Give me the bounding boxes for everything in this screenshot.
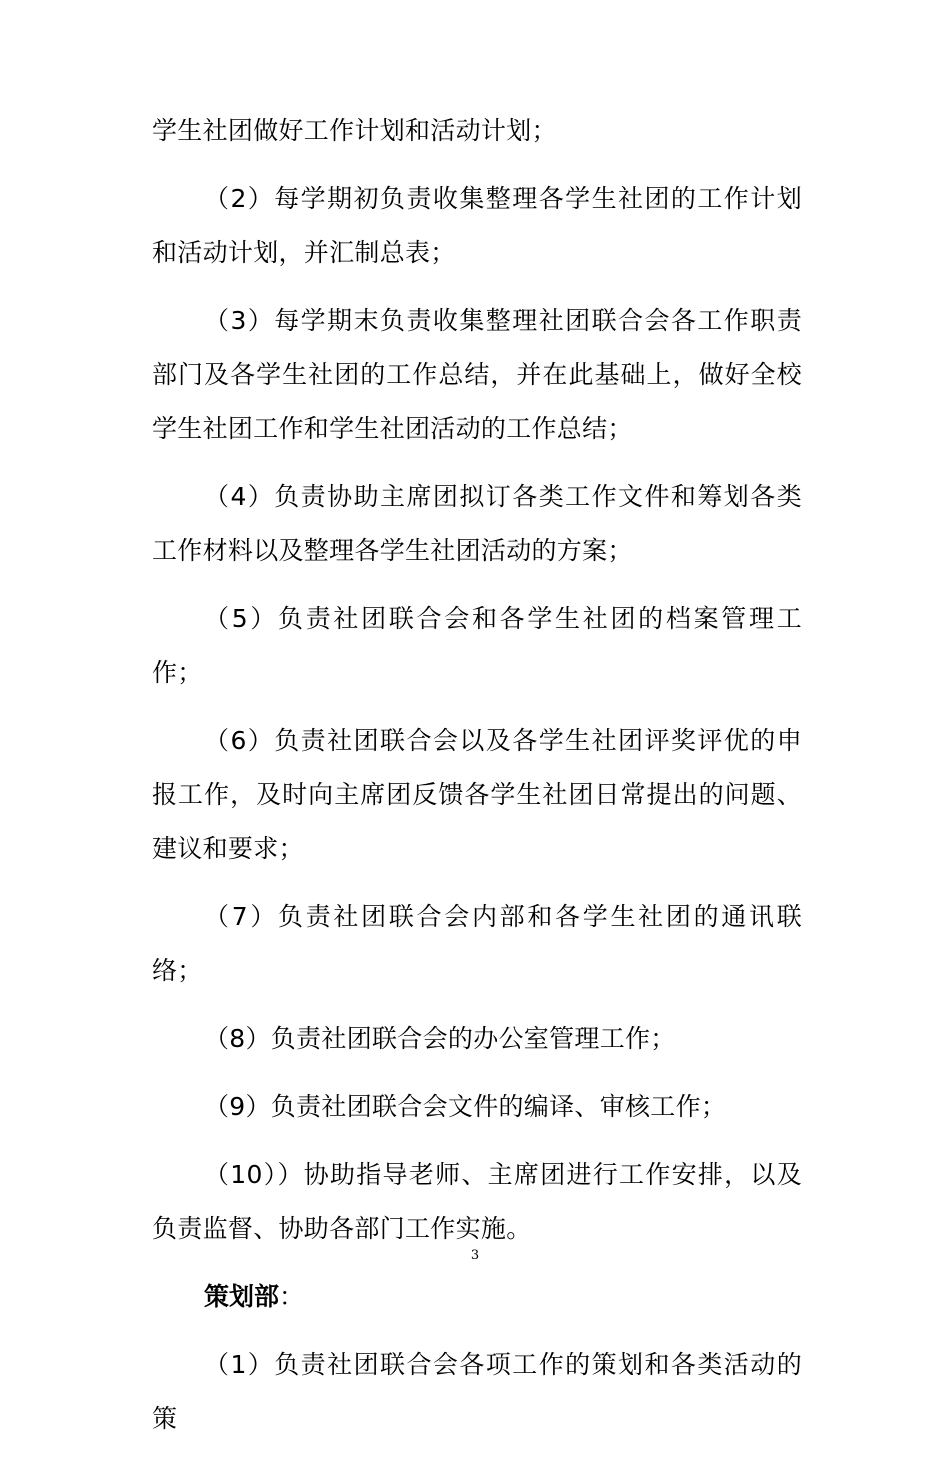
section-title: 策划部 — [204, 1282, 280, 1311]
paragraph-item-3: （3）每学期末负责收集整理社团联合会各工作职责部门及各学生社团的工作总结，并在此基础上，做好全校学生社团工作和学生社团活动的工作总结； — [152, 306, 802, 443]
paragraph-item-4: （4）负责协助主席团拟订各类工作文件和筹划各类工作材料以及整理各学生社团活动的方案； — [152, 482, 802, 565]
paragraph-item-6: （6）负责社团联合会以及各学生社团评奖评优的申报工作，及时向主席团反馈各学生社团日常提出的问题、建议和要求； — [152, 726, 802, 863]
paragraph-item-2: （2）每学期初负责收集整理各学生社团的工作计划和活动计划，并汇制总表； — [152, 184, 802, 267]
paragraph-item-5: （5）负责社团联合会和各学生社团的档案管理工作； — [152, 604, 802, 687]
paragraph-item-8: （8）负责社团联合会的办公室管理工作； — [204, 1024, 676, 1053]
paragraph-continuation: 学生社团做好工作计划和活动计划； — [152, 116, 557, 145]
paragraph-item-7: （7）负责社团联合会内部和各学生社团的通讯联络； — [152, 902, 802, 985]
section-heading — [152, 1270, 802, 1324]
paragraph-planning-1: （1）负责社团联合会各项工作的策划和各类活动的策 — [152, 1350, 802, 1433]
section-colon: ： — [279, 1282, 305, 1311]
paragraph-item-9: （9）负责社团联合会文件的编译、审核工作； — [204, 1092, 727, 1121]
page-number: 3 — [470, 1248, 480, 1263]
paragraph-item-10: （10））协助指导老师、主席团进行工作安排，以及负责监督、协助各部门工作实施。 — [152, 1160, 802, 1243]
